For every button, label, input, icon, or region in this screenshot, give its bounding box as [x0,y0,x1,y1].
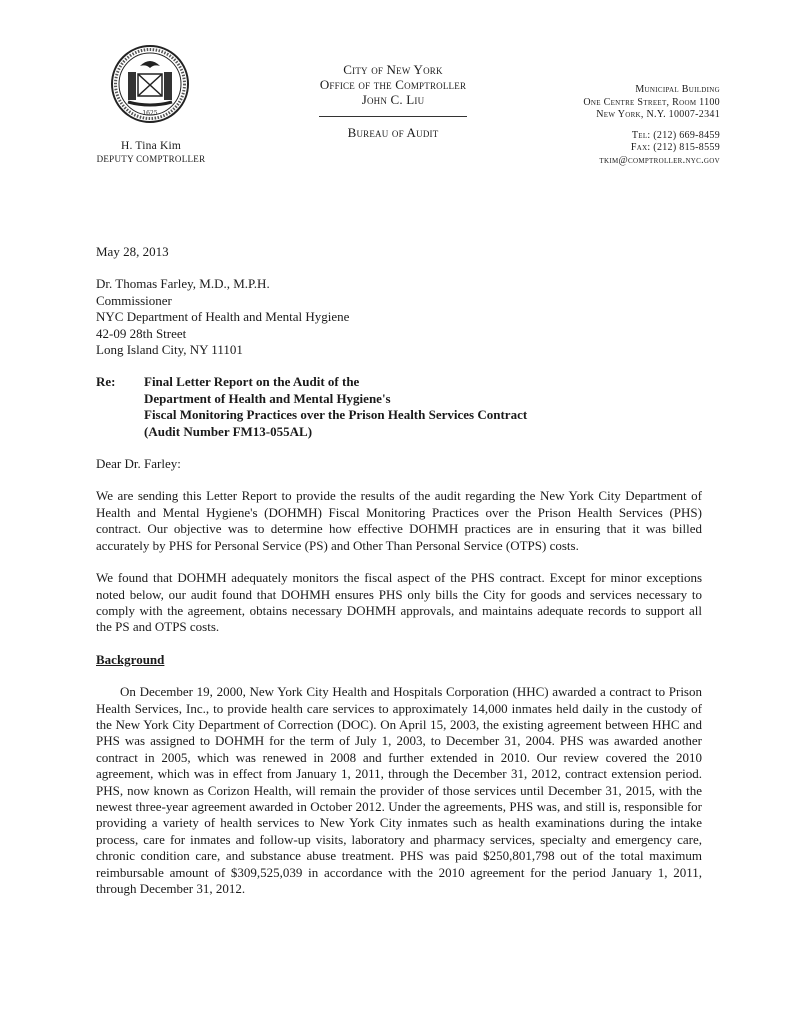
section-heading-background: Background [96,651,165,667]
recipient-line: Commissioner [96,292,172,308]
recipient-line: NYC Department of Health and Mental Hygiene [96,309,350,325]
paragraph-background: On December 19, 2000, New York City Health and Hospitals Corporation (HHC) awarded a contract to Prison Health Services, Inc., to provide health care services to approximately 14,000 inmates held daily in the custody of the New York City Department of Correction (DOC). On April 15, 2003, the existing agreement between HHC and PHS was assigned to DOHMH for the term of July 1, 2003, to December 31, 2004. PHS was awarded another contract in 2005, which was renewed in 2008 and further extended in 2010. Our review covered the 2010 agreement, which was in effect from January 1, 2011, through the December 31, 2012, contract extension period. PHS, now known as Corizon Health, will remain the provider of those services until December 31, 2015, with the newest three-year agreement awarded in October 2012. Under the agreements, PHS was, and still is, responsible for providing a variety of health services to New York City inmates such as health examinations during the intake process, care for inmates and follow-up visits, laboratory and pharmacy services, specialty and emergency care, chronic condition care, and substance abuse treatment. PHS was paid $250,801,798 out of the total maximum reimbursable amount of $309,525,039 in accordance with the 2010 agreement for the period January 1, 2011, through December 31, 2012. [96,684,702,896]
deputy-name: H. Tina Kim [120,140,182,152]
subject-text [144,374,527,440]
recipient-line: Long Island City, NY 11101 [96,342,243,358]
re-label: Re: [96,374,116,390]
office-line: Office of the Comptroller [319,77,467,92]
phone-line: Tel: (212) 669-8459 [631,129,720,141]
address-line: One Centre Street, Room 1100 [583,96,720,108]
header-divider [319,116,467,117]
seal-year: 1625 [142,110,158,117]
subject-line-text: Final Letter Report on the Audit of the [144,374,360,390]
fax-line: Fax: (212) 815-8559 [630,142,720,153]
recipient-line: 42-09 28th Street [96,325,187,341]
email-line: tkim@comptroller.nyc.gov [599,154,720,166]
office-line: City of New York [343,62,443,77]
paragraph-findings: We found that DOHMH adequately monitors the fiscal aspect of the PHS contract. Except for minor exceptions noted below, our audit found that DOHMH ensures PHS only bills the City for goods and services necessary to comply with the agreement, obtains necessary DOHMH approvals, and maintains adequate records to support all the PS and OTPS costs. [96,570,702,635]
office-line: John C. Liu [361,92,425,107]
bureau-name: Bureau of Audit [347,125,439,140]
address-line: New York, N.Y. 10007-2341 [596,109,720,120]
deputy-title: DEPUTY COMPTROLLER [96,154,206,164]
address-line: Municipal Building [635,84,720,95]
salutation: Dear Dr. Farley: [96,456,181,472]
recipient-line: Dr. Thomas Farley, M.D., M.P.H. [96,276,270,292]
subject-line [96,374,702,440]
subject-line-text: (Audit Number FM13-055AL) [144,423,313,439]
paragraph-purpose: We are sending this Letter Report to provide the results of the audit regarding the New York City Department of Health and Mental Hygiene's (DOHMH) Fiscal Monitoring Practices over the Prison Health Services (PHS) contract. Our objective was to determine how effective DOHMH practices are in ensuring that it was billed accurately by PHS for Personal Service (PS) and Other Than Personal Service (OTPS) costs. [96,488,702,553]
subject-line-text: Fiscal Monitoring Practices over the Prison Health Services Contract [144,407,528,423]
subject-line-text: Department of Health and Mental Hygiene's [144,390,391,406]
letter-date: May 28, 2013 [96,244,169,259]
nyc-seal-icon [110,44,190,124]
address-block [530,84,720,167]
recipient-address [96,276,702,358]
office-header [290,62,496,140]
letter-body [96,244,702,913]
